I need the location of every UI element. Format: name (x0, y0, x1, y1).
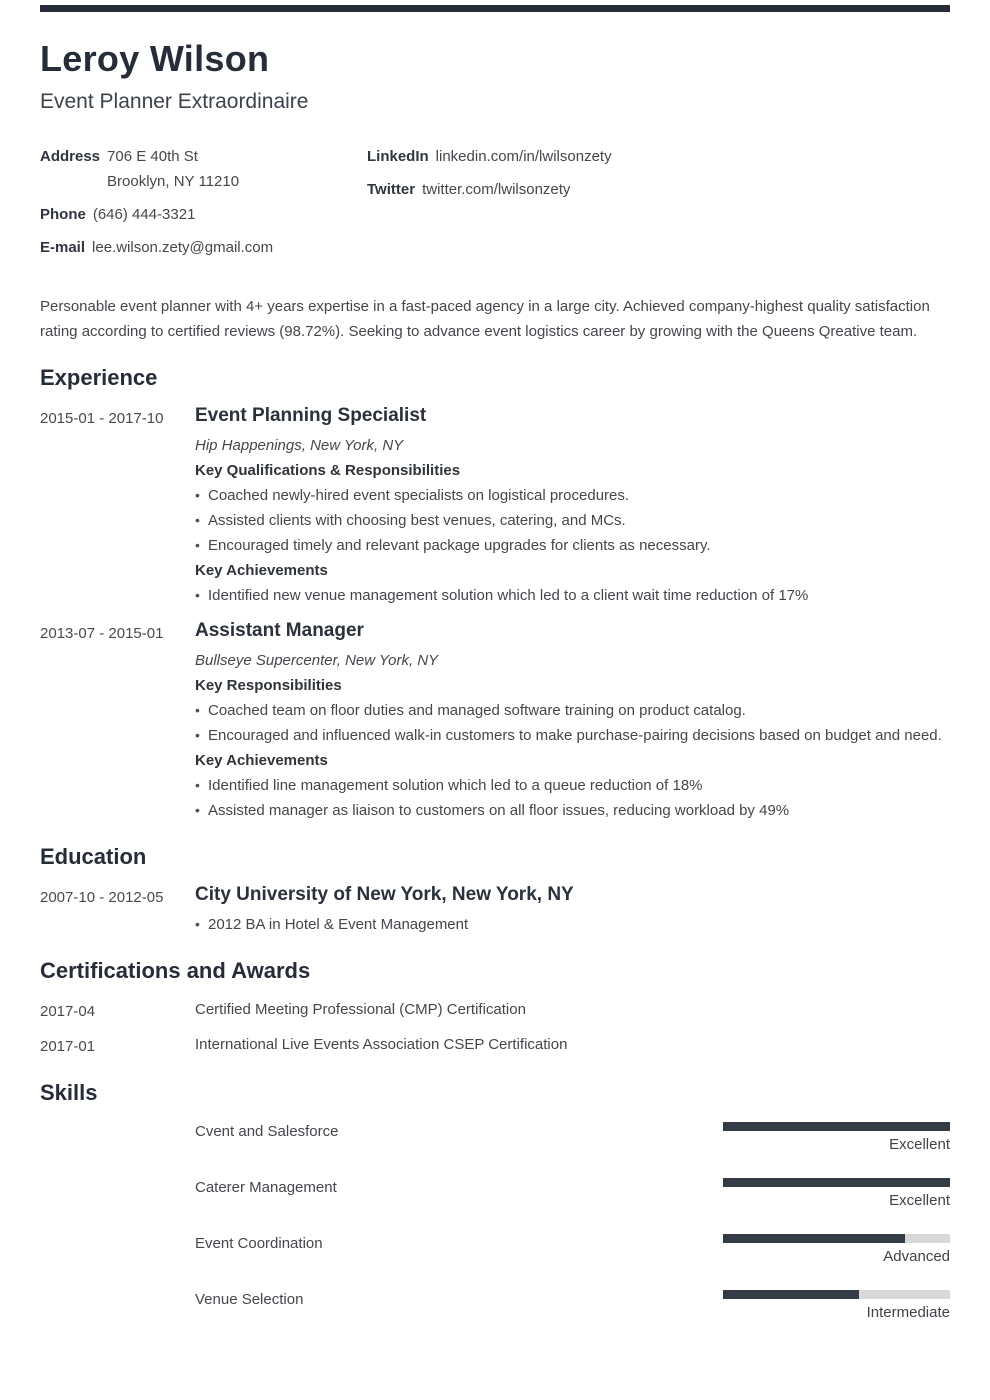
job-details (195, 404, 950, 608)
section-heading-education: Education (40, 844, 147, 869)
skill-rating (723, 1287, 950, 1325)
skill-name: Event Coordination (195, 1235, 323, 1252)
skill-level-label: Excellent (889, 1192, 950, 1209)
bullet-icon: • (195, 587, 200, 603)
bullet-item-text: Coached team on floor duties and managed software training on product catalog. (208, 702, 746, 719)
bullet-item (195, 483, 950, 508)
section-heading-skills: Skills (40, 1080, 98, 1105)
education-dates: 2007-10 - 2012-05 (40, 889, 164, 906)
phone-label: Phone (40, 206, 86, 223)
bullet-group-label: Key Qualifications & Responsibilities (195, 462, 461, 479)
education-title: City University of New York, New York, NY (195, 884, 574, 905)
certification-name: International Live Events Association CSEP Certification (195, 1036, 568, 1053)
job-title: Assistant Manager (195, 620, 364, 641)
address-line-1: 706 E 40th St (107, 148, 198, 165)
skill-bar (723, 1122, 950, 1131)
candidate-job-title: Event Planner Extraordinaire (40, 90, 309, 113)
bullet-icon: • (195, 802, 200, 818)
skill-row (40, 1175, 950, 1213)
bullet-item (195, 798, 950, 823)
skill-name: Cvent and Salesforce (195, 1123, 339, 1140)
experience-item (40, 404, 950, 608)
certification-row (40, 997, 950, 1024)
job-details (195, 619, 950, 823)
skill-rating (723, 1231, 950, 1269)
job-dates: 2015-01 - 2017-10 (40, 410, 164, 427)
certification-name: Certified Meeting Professional (CMP) Certification (195, 1001, 526, 1018)
bullet-item-text: 2012 BA in Hotel & Event Management (208, 916, 469, 933)
bullet-item (195, 698, 950, 723)
bullet-item (195, 583, 950, 608)
bullet-item (195, 723, 950, 748)
education-item (40, 883, 950, 937)
address-line-2: Brooklyn, NY 11210 (107, 173, 240, 190)
linkedin-value: linkedin.com/in/lwilsonzety (435, 148, 612, 165)
contact-section (40, 144, 950, 268)
bullet-group-label: Key Achievements (195, 562, 328, 579)
skill-name: Caterer Management (195, 1179, 337, 1196)
skill-name-wrap (195, 1175, 723, 1213)
skill-row (40, 1287, 950, 1325)
contact-row-email (40, 235, 367, 260)
bullet-icon: • (195, 487, 200, 503)
top-accent-bar (40, 5, 950, 12)
skill-name-wrap (195, 1119, 723, 1157)
bullet-item-text: Coached newly-hired event specialists on logistical procedures. (208, 487, 630, 504)
bullet-icon: • (195, 777, 200, 793)
skill-level-label: Advanced (883, 1248, 950, 1265)
certification-row (40, 1032, 950, 1059)
bullet-item (195, 912, 950, 937)
skill-bar (723, 1290, 950, 1299)
address-value (107, 144, 239, 194)
section-heading-certifications: Certifications and Awards (40, 958, 311, 983)
twitter-value: twitter.com/lwilsonzety (422, 181, 571, 198)
section-heading-experience: Experience (40, 365, 158, 390)
bullet-icon: • (195, 702, 200, 718)
candidate-name: Leroy Wilson (40, 38, 270, 79)
skill-name: Venue Selection (195, 1291, 304, 1308)
skill-bar-fill (723, 1234, 905, 1243)
company-name: Bullseye Supercenter, New York, NY (195, 652, 439, 669)
skill-row (40, 1119, 950, 1157)
bullet-item-text: Identified line management solution which led to a queue reduction of 18% (208, 777, 703, 794)
address-label: Address (40, 148, 101, 165)
skill-bar-fill (723, 1122, 950, 1131)
certification-date: 2017-04 (40, 1003, 96, 1020)
education-details (195, 883, 950, 937)
certification-date: 2017-01 (40, 1038, 96, 1055)
skill-rating (723, 1175, 950, 1213)
phone-value: (646) 444-3321 (92, 206, 196, 223)
bullet-item (195, 508, 950, 533)
job-dates: 2013-07 - 2015-01 (40, 625, 164, 642)
skill-level-label: Excellent (889, 1136, 950, 1153)
bullet-item-text: Identified new venue management solution which led to a client wait time reduction of 17% (208, 587, 809, 604)
contact-row-address (40, 144, 367, 194)
contact-row-phone (40, 202, 367, 227)
job-title: Event Planning Specialist (195, 405, 427, 426)
contact-row-linkedin (367, 144, 950, 169)
skill-bar-fill (723, 1290, 859, 1299)
company-name: Hip Happenings, New York, NY (195, 437, 404, 454)
linkedin-label: LinkedIn (367, 148, 429, 165)
skill-name-wrap (195, 1287, 723, 1325)
skill-bar (723, 1234, 950, 1243)
skill-level-label: Intermediate (866, 1304, 950, 1321)
professional-summary: Personable event planner with 4+ years expertise in a fast-paced agency in a large city. Achieved company-highest quality satisfaction rating according to certified reviews (98.72%). Seeking to advance event logistics career by growing with the Queens Qreative team. (40, 298, 930, 340)
bullet-group-label: Key Achievements (195, 752, 328, 769)
bullet-item-text: Encouraged timely and relevant package upgrades for clients as necessary. (208, 537, 711, 554)
bullet-icon: • (195, 512, 200, 528)
twitter-label: Twitter (367, 181, 416, 198)
bullet-icon: • (195, 916, 200, 932)
bullet-icon: • (195, 727, 200, 743)
skill-name-wrap (195, 1231, 723, 1269)
skill-row (40, 1231, 950, 1269)
bullet-item-text: Assisted clients with choosing best venues, catering, and MCs. (208, 512, 626, 529)
skill-bar-fill (723, 1178, 950, 1187)
email-label: E-mail (40, 239, 86, 256)
bullet-item-text: Assisted manager as liaison to customers on all floor issues, reducing workload by 49% (208, 802, 790, 819)
bullet-item (195, 533, 950, 558)
contact-row-twitter (367, 177, 950, 202)
skill-rating (723, 1119, 950, 1157)
skill-bar (723, 1178, 950, 1187)
bullet-item-text: Encouraged and influenced walk-in customers to make purchase-pairing decisions based on budget and need. (208, 727, 942, 744)
bullet-icon: • (195, 537, 200, 553)
experience-item (40, 619, 950, 823)
contact-column-right (367, 144, 950, 268)
bullet-group-label: Key Responsibilities (195, 677, 342, 694)
bullet-item (195, 773, 950, 798)
contact-column-left (40, 144, 367, 268)
email-value: lee.wilson.zety@gmail.com (92, 239, 274, 256)
